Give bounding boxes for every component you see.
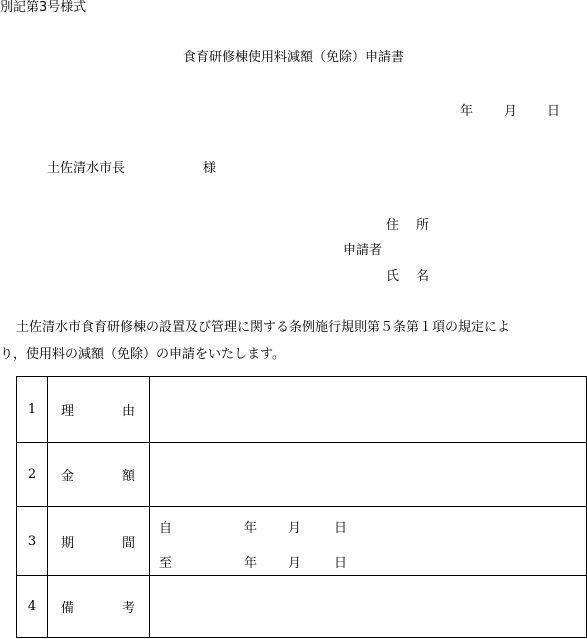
address-label-char1: 住 <box>386 218 400 233</box>
period-to-label: 至 <box>159 556 173 572</box>
period-field[interactable] <box>150 507 587 575</box>
form-number-label: 別記第3号様式 <box>0 0 87 15</box>
row-number: 3 <box>17 507 48 575</box>
label-char: 備 <box>61 600 75 616</box>
label-char: 間 <box>121 535 135 551</box>
label-char: 額 <box>121 469 135 485</box>
application-items-table <box>16 376 587 638</box>
row-number: 1 <box>17 377 48 443</box>
row-label-period <box>48 507 150 575</box>
table-row-period <box>17 507 587 575</box>
period-from-month: 月 <box>288 521 302 537</box>
addressee-name: 土佐清水市長 <box>47 161 126 176</box>
label-char: 由 <box>121 404 135 420</box>
date-day-label: 日 <box>547 104 561 119</box>
name-label-char1: 氏 <box>386 269 400 284</box>
row-label-remarks <box>48 575 150 637</box>
table-row-reason <box>17 377 587 443</box>
row-number: 4 <box>17 575 48 637</box>
body-text-line1: 土佐清水市食育研修棟の設置及び管理に関する条例施行規則第５条第１項の規定によ <box>16 320 511 335</box>
name-label-char2: 名 <box>416 269 430 284</box>
period-from-label: 自 <box>159 521 173 537</box>
addressee-honorific: 様 <box>203 161 217 176</box>
label-char: 理 <box>61 404 75 420</box>
remarks-field[interactable] <box>150 575 587 637</box>
row-label-reason <box>48 377 150 443</box>
date-month-label: 月 <box>504 104 518 119</box>
document-title: 食育研修棟使用料減額（免除）申請書 <box>182 50 404 65</box>
amount-field[interactable] <box>150 443 587 507</box>
body-text-line2: り，使用料の減額（免除）の申請をいたします。 <box>0 347 285 362</box>
period-to-month: 月 <box>288 556 302 572</box>
table-row-amount <box>17 443 587 507</box>
applicant-label: 申請者 <box>343 243 383 258</box>
period-to-day: 日 <box>334 556 348 572</box>
label-char: 期 <box>61 535 75 551</box>
date-year-label: 年 <box>460 104 474 119</box>
period-from-day: 日 <box>334 521 348 537</box>
address-label-char2: 所 <box>416 218 430 233</box>
period-to-year: 年 <box>244 556 258 572</box>
period-from-year: 年 <box>244 521 258 537</box>
label-char: 金 <box>61 469 75 485</box>
row-label-amount <box>48 443 150 507</box>
label-char: 考 <box>121 600 135 616</box>
table-row-remarks <box>17 575 587 637</box>
row-number: 2 <box>17 443 48 507</box>
reason-field[interactable] <box>150 377 587 443</box>
